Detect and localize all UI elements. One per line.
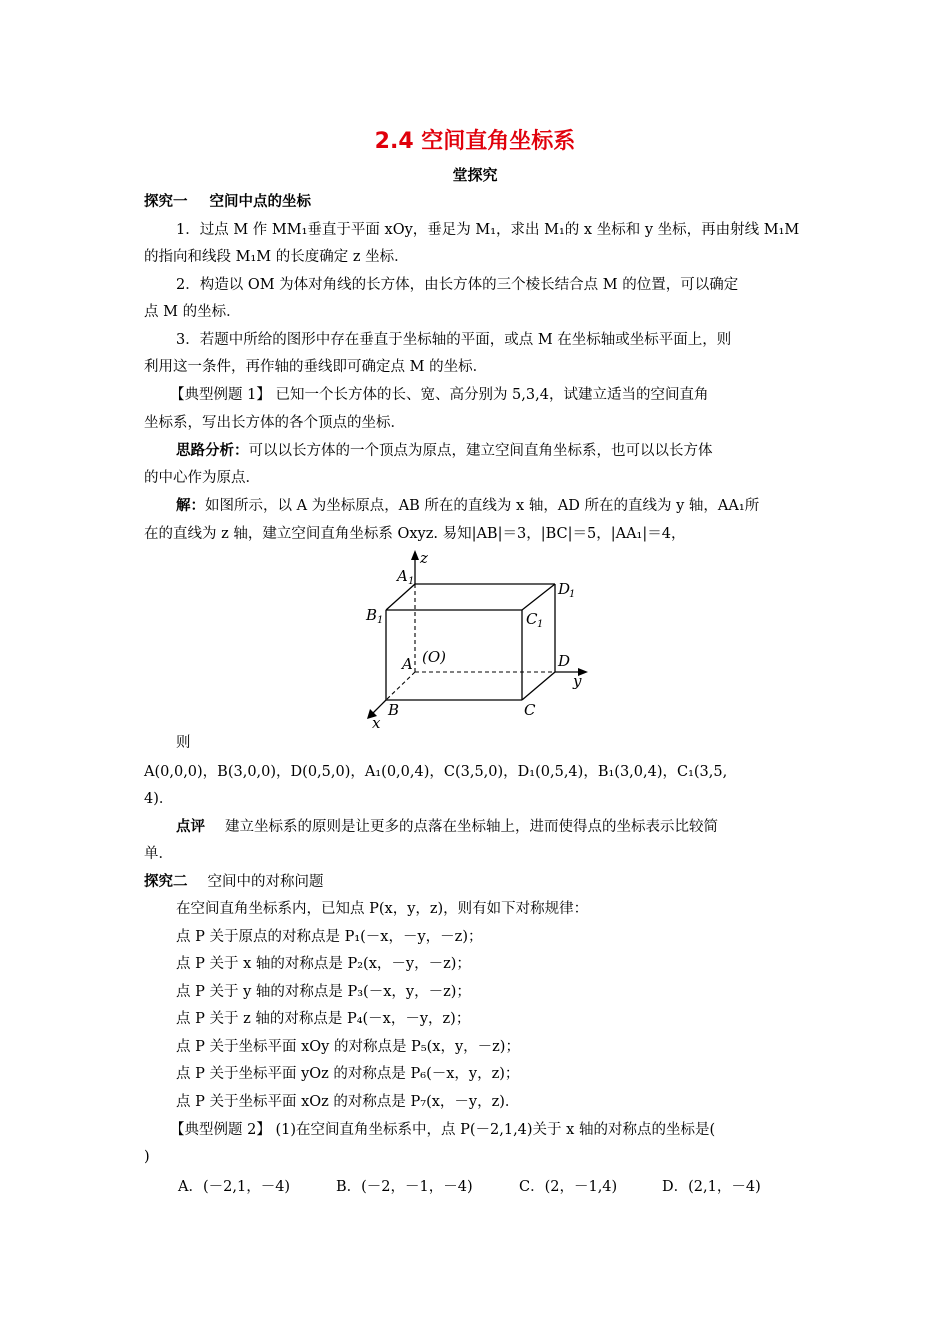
hidden-edge-a-b — [386, 672, 415, 700]
section1-heading-text: 空间中点的坐标 — [209, 194, 311, 210]
section2-heading-num: 探究二 — [144, 874, 188, 890]
page-subtitle: 堂探究 — [452, 166, 498, 184]
s1-p1-line1: 1．过点 M 作 MM₁垂直于平面 xOy，垂足为 M₁，求出 M₁的 x 坐标和 y 坐标，再由射线 M₁M — [176, 222, 800, 238]
s1-p2-line1: 2．构造以 OM 为体对角线的长方体，由长方体的三个棱长结合点 M 的位置，可以确定 — [176, 277, 739, 293]
analysis-label: 思路分析： — [176, 443, 249, 459]
symmetry-rule: 点 P 关于原点的对称点是 P₁(－x，－y，－z)； — [176, 929, 483, 945]
label-a1: A — [397, 567, 408, 585]
solution-line1 — [176, 496, 759, 516]
s1-p2-line2: 点 M 的坐标． — [144, 304, 241, 320]
then-line: 则 — [176, 735, 191, 751]
option-b: B．(－2，－1，－4) — [336, 1179, 473, 1195]
edge-b1-a1 — [386, 584, 415, 610]
z-axis-arrow — [411, 550, 419, 560]
label-a1-sub: 1 — [408, 576, 415, 587]
s1-p3-line1: 3．若题中所给的图形中存在垂直于坐标轴的平面，或点 M 在坐标轴或坐标平面上，则 — [176, 332, 732, 348]
section2-heading-text: 空间中的对称问题 — [207, 874, 324, 890]
label-b: B — [388, 701, 400, 719]
section2-intro: 在空间直角坐标系内，已知点 P(x，y，z)，则有如下对称规律： — [176, 901, 589, 917]
example1-line2: 坐标系，写出长方体的各个顶点的坐标． — [144, 415, 405, 431]
comment-text: 建立坐标系的原则是让更多的点落在坐标轴上，进而使得点的坐标表示比较简 — [225, 819, 718, 835]
option-c: C．(2，－1,4) — [519, 1179, 618, 1195]
symmetry-rule: 点 P 关于坐标平面 xOz 的对称点是 P₇(x，－y，z)． — [176, 1094, 520, 1110]
edge-c-d — [522, 672, 555, 700]
edge-c1-d1 — [522, 584, 555, 610]
label-b1-sub: 1 — [377, 615, 384, 626]
label-a: A — [402, 655, 413, 673]
example2-line1: 【典型例题 2】 (1)在空间直角坐标系中，点 P(－2,1,4)关于 x 轴的对称点的坐标是( — [170, 1122, 716, 1138]
section2-heading — [144, 872, 324, 892]
comment-line2: 单． — [144, 846, 173, 862]
symmetry-rule: 点 P 关于 x 轴的对称点是 P₂(x，－y，－z)； — [176, 956, 471, 972]
symmetry-rule: 点 P 关于坐标平面 xOy 的对称点是 P₅(x，y，－z)； — [176, 1039, 520, 1055]
cuboid-coordinate-diagram — [350, 548, 590, 728]
comment-line1 — [176, 817, 718, 837]
analysis-line1 — [176, 441, 713, 461]
label-d1: D — [558, 580, 571, 598]
label-y: y — [573, 672, 582, 690]
symmetry-rule: 点 P 关于坐标平面 yOz 的对称点是 P₆(－x，y，z)； — [176, 1066, 520, 1082]
label-b1: B — [366, 606, 378, 624]
example2-line2: ) — [144, 1149, 150, 1165]
label-z: z — [420, 549, 428, 567]
label-d: D — [558, 652, 571, 670]
s1-p1-line2: 的指向和线段 M₁M 的长度确定 z 坐标． — [144, 249, 409, 265]
symmetry-rule: 点 P 关于 z 轴的对称点是 P₄(－x，－y，z)； — [176, 1011, 471, 1027]
page-title: 2.4 空间直角坐标系 — [374, 129, 576, 154]
s1-p3-line2: 利用这一条件，再作轴的垂线即可确定点 M 的坐标． — [144, 359, 488, 375]
solution-line2: 在的直线为 z 轴，建立空间直角坐标系 Oxyz. 易知|AB|＝3，|BC|＝5，|AA₁|＝4， — [144, 526, 686, 542]
label-d1-sub: 1 — [569, 589, 576, 600]
example1-line1: 【典型例题 1】 已知一个长方体的长、宽、高分别为 5,3,4，试建立适当的空间直角 — [170, 387, 709, 403]
analysis-text: 可以以长方体的一个顶点为原点，建立空间直角坐标系，也可以以长方体 — [248, 443, 713, 459]
section1-heading-num: 探究一 — [144, 194, 188, 210]
comment-label: 点评 — [176, 819, 205, 835]
option-a: A．(－2,1，－4) — [178, 1179, 291, 1195]
solution-label: 解： — [176, 498, 205, 514]
label-c1: C — [526, 610, 538, 628]
solution-text: 如图所示，以 A 为坐标原点，AB 所在的直线为 x 轴，AD 所在的直线为 y 轴，AA₁所 — [205, 498, 760, 514]
label-c: C — [524, 701, 536, 719]
label-x: x — [372, 714, 381, 728]
symmetry-rule: 点 P 关于 y 轴的对称点是 P₃(－x，y，－z)； — [176, 984, 471, 1000]
coords-line2: 4)． — [144, 791, 174, 807]
analysis-line2: 的中心作为原点． — [144, 470, 260, 486]
section1-heading — [144, 192, 311, 212]
coords-line1: A(0,0,0)，B(3,0,0)，D(0,5,0)，A₁(0,0,4)，C(3,5,0)，D₁(0,5,4)，B₁(3,0,4)，C₁(3,5, — [144, 764, 728, 780]
label-o: (O) — [422, 648, 447, 666]
label-c1-sub: 1 — [537, 619, 544, 630]
x-axis-line — [372, 700, 386, 714]
option-d: D．(2,1，－4) — [662, 1179, 761, 1195]
